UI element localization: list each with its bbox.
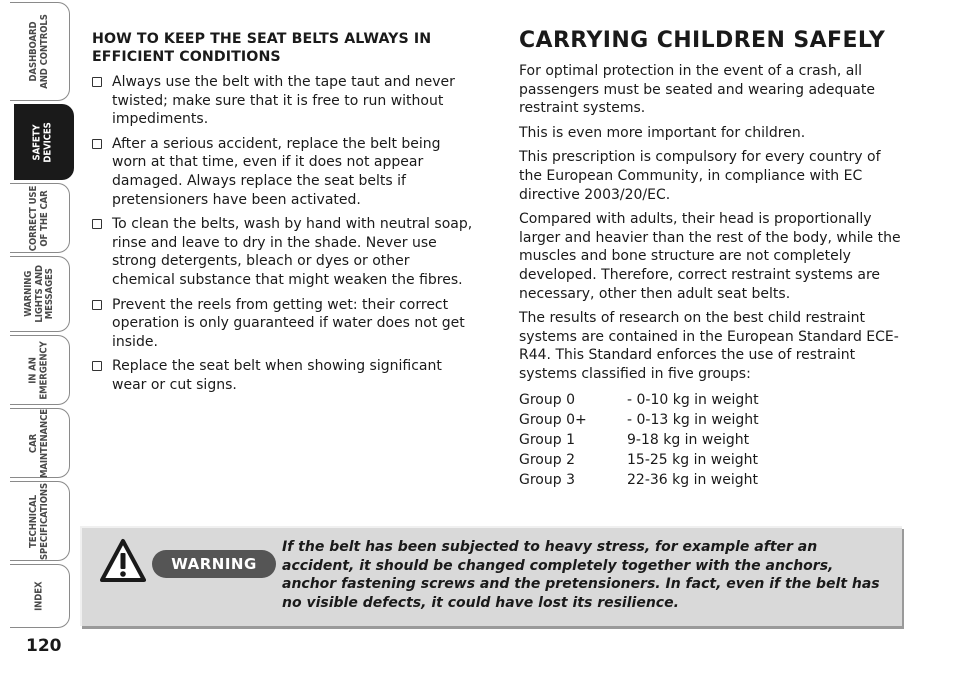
list-item: [92, 135, 474, 209]
list-item-text: Always use the belt with the tape taut and never twisted; make sure that it is free to run without impediments.: [112, 74, 455, 128]
list-item: [92, 215, 474, 289]
warning-triangle-icon: [100, 538, 146, 584]
group-name: Group 0: [519, 391, 575, 408]
tab-label: INDEX: [33, 581, 45, 611]
tab-in-an-emergency[interactable]: [10, 335, 70, 405]
table-row: [519, 450, 904, 470]
warning-label: WARNING: [152, 550, 276, 578]
list-item: [92, 357, 474, 394]
group-name: Group 3: [519, 471, 575, 488]
table-row: [519, 410, 904, 430]
tab-correct-use-of-the-car[interactable]: [10, 183, 70, 253]
list-item-text: After a serious accident, replace the belt being worn at that time, even if it does not appear damaged. Always replace the seat belts if pretensioners have been activated.: [112, 135, 441, 208]
group-weight: 9-18 kg in weight: [627, 431, 750, 448]
tab-label: DASHBOARD AND CONTROLS: [28, 14, 50, 89]
group-weight: 15-25 kg in weight: [627, 451, 758, 468]
warning-text: If the belt has been subjected to heavy stress, for example after an accident, it should be changed completely together with the anchors, anchor fastening screws and the pretensioners. In fact, even if the belt has no visible defects, it could have lost its resilience.: [282, 539, 880, 611]
tab-index[interactable]: [10, 564, 70, 628]
group-name: Group 2: [519, 451, 575, 468]
warning-box: [80, 526, 902, 626]
tab-label: CORRECT USE OF THE CAR: [28, 185, 50, 251]
checkbox-bullet-icon: [92, 219, 102, 229]
checkbox-bullet-icon: [92, 139, 102, 149]
tab-label: CAR MAINTENANCE: [28, 408, 50, 478]
list-item-text: To clean the belts, wash by hand with neutral soap, rinse and leave to dry in the shade. Never use strong detergents, bleach or dyes or other chemical substance that might weaken the fibres.: [112, 216, 473, 288]
checkbox-bullet-icon: [92, 77, 102, 87]
tab-technical-specifications[interactable]: [10, 481, 70, 561]
group-weight: - 0-13 kg in weight: [627, 411, 759, 428]
page-title: CARRYING CHILDREN SAFELY: [519, 28, 886, 53]
paragraph: This prescription is compulsory for every country of the European Community, in compliance with EC directive 2003/20/EC.: [519, 149, 881, 203]
paragraph: This is even more important for children.: [519, 124, 806, 141]
list-item-text: Prevent the reels from getting wet: their correct operation is only guaranteed if water does not get inside.: [112, 296, 465, 350]
paragraph: The results of research on the best child restraint systems are contained in the European Standard ECE-R44. This Standard enforces the use of restraint systems classified in five groups:: [519, 310, 899, 382]
page-number: 120: [26, 636, 62, 656]
paragraph: Compared with adults, their head is proportionally larger and heavier than the rest of the body, while the muscles and bone structure are not completely developed. Therefore, correct restraint systems are necessary, other then adult seat belts.: [519, 211, 901, 302]
table-row: [519, 430, 904, 450]
tab-label: IN AN EMERGENCY: [28, 340, 50, 400]
group-weight: 22-36 kg in weight: [627, 471, 758, 488]
tab-dashboard-and-controls[interactable]: [10, 2, 70, 101]
restraint-groups-table: [519, 390, 904, 490]
carrying-children-section: [519, 28, 904, 490]
tab-label: TECHNICAL SPECIFICATIONS: [28, 482, 50, 560]
group-name: Group 1: [519, 431, 575, 448]
tab-label: SAFETY DEVICES: [31, 121, 54, 163]
tab-warning-lights-and-messages[interactable]: [10, 256, 70, 332]
section-heading: HOW TO KEEP THE SEAT BELTS ALWAYS IN EFFICIENT CONDITIONS: [92, 31, 432, 65]
section-tabs: [10, 0, 72, 640]
table-row: [519, 390, 904, 410]
list-item: [92, 73, 474, 129]
checkbox-bullet-icon: [92, 361, 102, 371]
list-item-text: Replace the seat belt when showing significant wear or cut signs.: [112, 358, 442, 393]
tab-safety-devices[interactable]: [14, 104, 74, 180]
tab-label: WARNING LIGHTS AND MESSAGES: [22, 265, 55, 323]
table-row: [519, 470, 904, 490]
tab-car-maintenance[interactable]: [10, 408, 70, 478]
group-name: Group 0+: [519, 411, 587, 428]
paragraph: For optimal protection in the event of a crash, all passengers must be seated and wearing adequate restraint systems.: [519, 63, 875, 117]
list-item: [92, 296, 474, 352]
seat-belt-care-section: [92, 30, 474, 401]
group-weight: - 0-10 kg in weight: [627, 391, 759, 408]
checkbox-bullet-icon: [92, 300, 102, 310]
